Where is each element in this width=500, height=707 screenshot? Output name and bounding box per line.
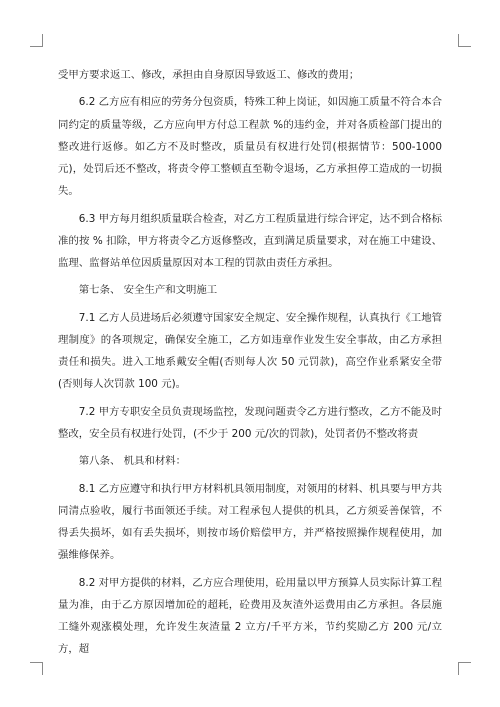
document-body [58,64,442,661]
section-heading-article-7: 第七条、 安全生产和文明施工 [78,284,218,297]
crop-mark-top-right [458,34,471,47]
paragraph-6-3: 6.3 甲方每月组织质量联合检查，对乙方工程质量进行综合评定，达不到合格标准的按 % 扣除，甲方将责令乙方返修整改，直到满足质量要求，对在施工中建设、监理、监督站单位因质量原因对本工程的罚款由责任方承担。 [58,212,442,269]
crop-mark-top-left [30,34,43,47]
crop-mark-bottom-right [458,662,471,675]
paragraph-8-2: 8.2 对甲方提供的材料，乙方应合理使用，砼用量以甲方预算人员实际计算工程量为准，由于乙方原因增加砼的超耗，砼费用及灰渣外运费用由乙方承担。各层施工缝外观涨模处理，允许发生灰渣量 2 立方/千平方米，节约奖励乙方 200 元/立方，超 [58,576,442,656]
paragraph-7-1: 7.1 乙方人员进场后必须遵守国家安全规定、安全操作规程，认真执行《工地管理制度》的各项规定，确保安全施工，乙方如违章作业发生安全事故，由乙方承担责任和损失。进入工地系戴安全帽(否则每人次 50 元罚款)，高空作业系紧安全带(否则每人次罚款 100 元)。 [58,311,442,391]
section-heading-article-8: 第八条、 机具和材料： [78,455,187,468]
paragraph-7-2: 7.2 甲方专职安全员负责现场监控，发现问题责令乙方进行整改，乙方不能及时整改，安全员有权进行处罚，(不少于 200 元/次的罚款)，处罚者仍不整改将责 [58,405,442,440]
paragraph-continuation: 受甲方要求返工、修改，承担由自身原因导致返工、修改的费用； [58,69,360,81]
paragraph-6-2: 6.2 乙方应有相应的劳务分包资质，特殊工种上岗证，如因施工质量不符合本合同约定的质量等级，乙方应向甲方付总工程款 %的违约金，并对各质检部门提出的整改进行返修。如乙方不及时整改，质量员有权进行处罚(根据情节：500-1000 元)，处罚后还不整改，将责令停工整顿直至勒令退场，乙方承担停工造成的一切损失。 [58,96,442,198]
crop-mark-bottom-left [30,662,43,675]
paragraph-8-1: 8.1 乙方应遵守和执行甲方材料机具领用制度，对领用的材料、机具要与甲方共同清点验收，履行书面领还手续。对工程承包人提供的机具，乙方须妥善保管，不得丢失损坏，如有丢失损坏，则按市场价赔偿甲方，并严格按照操作规程使用，加强维修保养。 [58,482,442,562]
